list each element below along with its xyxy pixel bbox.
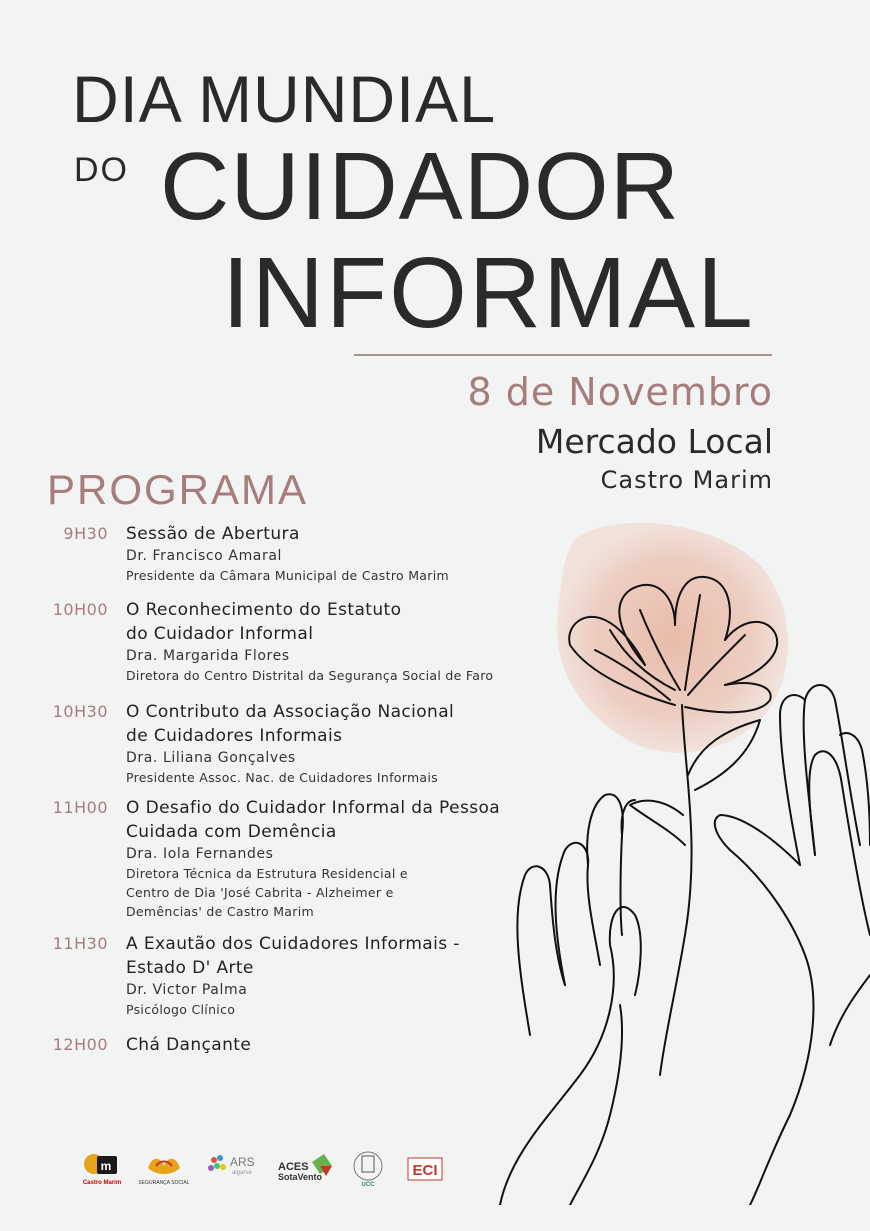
ucc-logo (354, 1152, 382, 1188)
program-title: O Reconhecimento do Estatuto (126, 600, 402, 620)
program-role: Presidente Assoc. Nac. de Cuidadores Informais (126, 770, 438, 785)
svg-text:Castro Marim: Castro Marim (82, 1180, 122, 1186)
program-title: Sessão de Abertura (126, 524, 300, 544)
event-date: 8 de Novembro (467, 370, 773, 414)
svg-text:m: m (100, 1159, 112, 1173)
program-title: Cuidada com Demência (126, 822, 337, 842)
program-speaker: Dra. Liliana Gonçalves (126, 750, 296, 766)
program-time: 11H30 (52, 934, 108, 953)
program-title: Estado D' Arte (126, 958, 254, 978)
svg-text:ARS: ARS (230, 1155, 255, 1169)
program-title: A Exautão dos Cuidadores Informais - (126, 934, 460, 954)
program-title: do Cuidador Informal (126, 624, 314, 644)
program-time: 10H00 (52, 600, 108, 619)
program-role: Diretora Técnica da Estrutura Residencial e (126, 866, 408, 881)
program-title: Chá Dançante (126, 1035, 252, 1055)
title-divider (354, 354, 772, 356)
event-venue: Mercado Local (535, 422, 773, 461)
title-line-3: INFORMAL (222, 237, 755, 349)
program-speaker: Dr. Victor Palma (126, 982, 248, 998)
event-city: Castro Marim (600, 466, 773, 494)
partner-logos (80, 1148, 460, 1193)
svg-text:ECI: ECI (412, 1162, 438, 1179)
program-speaker: Dr. Francisco Amaral (126, 548, 283, 564)
program-role: Presidente da Câmara Municipal de Castro Marim (126, 568, 449, 583)
svg-text:SEGURANÇA SOCIAL: SEGURANÇA SOCIAL (138, 1180, 190, 1186)
aces-sotavento-logo (278, 1154, 332, 1182)
program-heading: PROGRAMA (47, 466, 309, 513)
title-line-2: CUIDADOR (160, 133, 681, 240)
svg-text:UCC: UCC (361, 1182, 375, 1188)
program-title: O Desafio do Cuidador Informal da Pessoa (126, 798, 501, 818)
program-speaker: Dra. Iola Fernandes (126, 846, 274, 862)
ars-algarve-logo (208, 1155, 255, 1176)
program-role: Demências' de Castro Marim (126, 904, 314, 919)
title-line-1: DIA MUNDIAL (72, 62, 497, 136)
flower-hands-illustration (470, 515, 870, 1205)
seguranca-social-logo (138, 1159, 189, 1186)
program-time: 12H00 (52, 1035, 108, 1054)
program-speaker: Dra. Margarida Flores (126, 648, 290, 664)
program-time: 9H30 (63, 524, 108, 543)
svg-text:ACES: ACES (278, 1161, 309, 1173)
program-title: O Contributo da Associação Nacional (126, 702, 455, 722)
program-role: Diretora do Centro Distrital da Segurança Social de Faro (126, 668, 494, 683)
svg-text:algarve: algarve (232, 1170, 252, 1176)
program-time: 11H00 (52, 798, 108, 817)
program-role: Psicólogo Clínico (126, 1002, 236, 1017)
program-title: de Cuidadores Informais (126, 726, 343, 746)
watercolor-blob (557, 523, 788, 753)
program-time: 10H30 (52, 702, 108, 721)
title-do: DO (74, 151, 129, 189)
program-role: Centro de Dia 'José Cabrita - Alzheimer e (126, 885, 394, 900)
eci-logo (408, 1158, 442, 1180)
castro-marim-logo (83, 1154, 121, 1186)
svg-text:SotaVento: SotaVento (278, 1172, 323, 1182)
